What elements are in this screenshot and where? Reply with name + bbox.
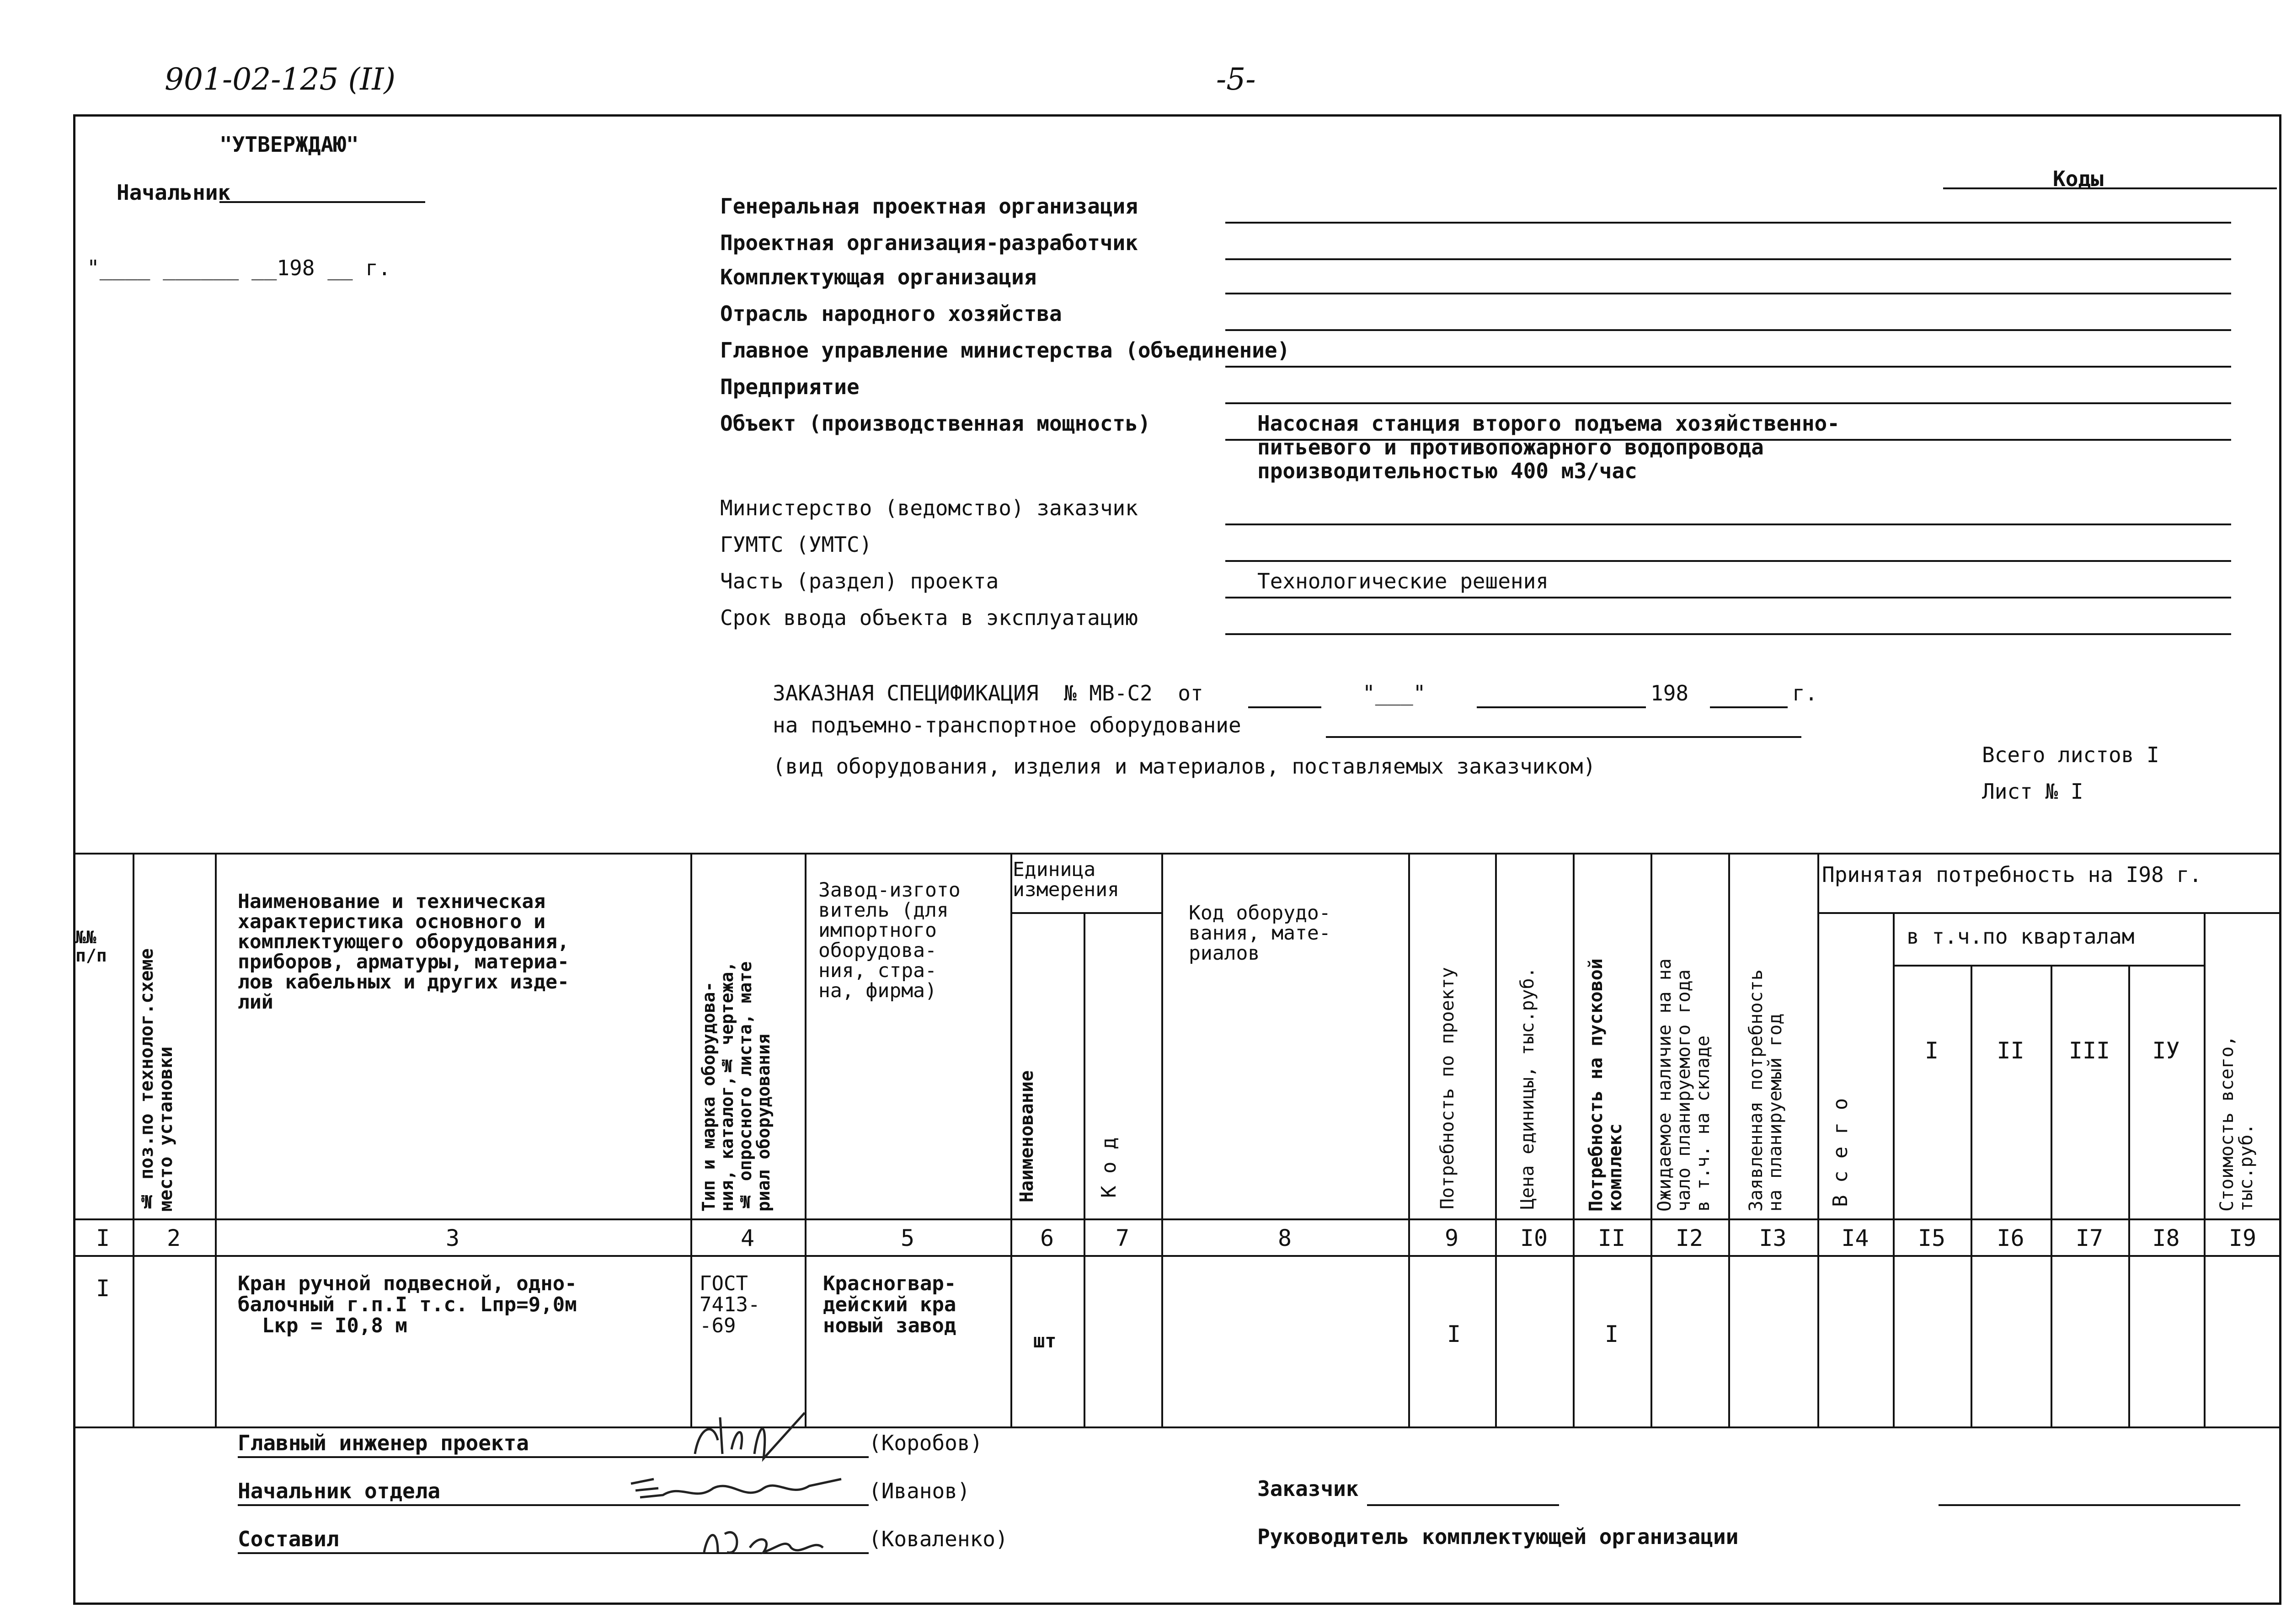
approval-stamp: "УТВЕРЖДАЮ" (219, 132, 359, 157)
org-field-line (1225, 258, 2231, 260)
codes-line (1943, 187, 2277, 189)
org-head-label: Руководитель комплектующей организации (1257, 1524, 1739, 1549)
col-header-quarters: в т.ч.по кварталам (1907, 924, 2135, 949)
table-column-divider (1893, 912, 1895, 1426)
column-number: I6 (1997, 1225, 2024, 1251)
org-field-label: Главное управление министерства (объединение) (720, 338, 1290, 363)
accepted-header-line (1817, 912, 2281, 914)
org-field-label: Объект (производственная мощность) (720, 411, 1151, 436)
table-column-divider (1971, 965, 1972, 1426)
org-field-value-line: Насосная станция второго подъема хозяйственно- (1257, 411, 1840, 436)
column-number: 5 (900, 1225, 915, 1251)
chief-engineer-label: Главный инженер проекта (238, 1431, 529, 1455)
codes-label: Коды (2053, 166, 2104, 191)
row-item-unit: шт (1033, 1330, 1057, 1352)
row-item-name: Кран ручной подвесной, одно- балочный г.п.I т.с. Lпр=9,0м Lкр = I0,8 м (238, 1272, 577, 1337)
column-number: I2 (1675, 1225, 1704, 1251)
col-header-material-code: Код оборудо- вания, мате- риалов (1189, 902, 1331, 965)
row-item-start: I (1604, 1321, 1619, 1347)
spec-date-line-3 (1710, 706, 1788, 708)
org-field-line (1225, 402, 2231, 404)
col-header-type: Тип и марка оборудова- ния, каталог,№ чертежа, № опросного листа, мате риал оборудования (699, 961, 774, 1212)
customer-label: Заказчик (1257, 1476, 1359, 1501)
approval-chief-label: Начальник (117, 180, 231, 205)
col-header-expected: Ожидаемое наличие на на чало планируемого года в т.ч. на складе (1654, 958, 1714, 1212)
org-field-line (1225, 366, 2231, 368)
col-header-q1: I (1924, 1037, 1939, 1064)
dept-head-name: (Иванов) (869, 1479, 970, 1503)
org-field-value: Технологические решения (1257, 569, 1549, 593)
sheet-number: Лист № I (1982, 779, 2083, 804)
spec-date-line-2 (1477, 706, 1646, 708)
column-number: I4 (1841, 1225, 1869, 1251)
org-field-line (1225, 329, 2231, 331)
col-header-unit-code: К о д (1097, 1137, 1121, 1198)
org-field-line (1225, 597, 2231, 598)
org-field-label: Генеральная проектная организация (720, 194, 1138, 219)
col-header-name: Наименование и техническая характеристика основного и комплектующего оборудования, приборов, арматуры, материа- лов кабельных и других изде- лий (238, 890, 569, 1014)
spec-quote: "___" (1362, 681, 1426, 705)
column-number: I (96, 1225, 110, 1251)
col-header-unit: Единица измерения (1013, 858, 1119, 901)
page-number: -5- (1216, 62, 1256, 97)
table-column-divider (1817, 853, 1819, 1426)
table-column-divider (2128, 965, 2130, 1426)
org-field-label: ГУМТС (УМТС) (720, 532, 872, 557)
col-header-start-complex: Потребность на пусковой комплекс (1586, 958, 1626, 1212)
table-column-divider (2204, 912, 2206, 1426)
quarters-header-line (1893, 965, 2204, 967)
table-column-divider (133, 853, 134, 1426)
col-header-position: № поз.по технолог.схеме место установки (136, 948, 176, 1212)
column-number: I0 (1520, 1225, 1548, 1251)
spec-year: 198 (1650, 681, 1689, 705)
document-code: 901-02-125 (II) (165, 62, 396, 97)
approval-date: "____ ______ __198 __ г. (87, 256, 391, 280)
column-numbers-bottom (73, 1255, 2281, 1257)
table-column-divider (1161, 853, 1163, 1426)
spec-note: (вид оборудования, изделия и материалов, поставляемых заказчиком) (773, 754, 1596, 779)
org-field-value-line: питьевого и противопожарного водопровода (1257, 435, 1764, 459)
org-field-line (1225, 293, 2231, 294)
col-header-accepted: Принятая потребность на I98 г. (1822, 862, 2202, 887)
dept-head-signature (626, 1465, 846, 1511)
col-header-q2: II (1997, 1037, 2024, 1064)
row-item-type: ГОСТ 7413- -69 (700, 1272, 760, 1337)
column-number: I3 (1759, 1225, 1787, 1251)
table-bottom-border (73, 1426, 2281, 1428)
column-number: I7 (2075, 1225, 2104, 1251)
column-number: I9 (2228, 1225, 2257, 1251)
customer-line-right (1939, 1504, 2240, 1506)
org-field-label: Министерство (ведомство) заказчик (720, 496, 1138, 520)
table-column-divider (215, 853, 217, 1426)
column-number: I5 (1917, 1225, 1946, 1251)
customer-line (1367, 1504, 1559, 1506)
column-number: 8 (1277, 1225, 1292, 1251)
col-header-maker: Завод-изгото витель (для импортного оборудова- ния, стра- на, фирма) (818, 879, 961, 1002)
table-column-divider (1495, 853, 1497, 1426)
spec-subtitle-line (1326, 736, 1801, 738)
column-number: 6 (1040, 1225, 1054, 1251)
column-number: 3 (445, 1225, 460, 1251)
table-column-divider (2051, 965, 2052, 1426)
column-number: 2 (166, 1225, 181, 1251)
table-column-divider (690, 853, 692, 1426)
col-header-declared: Заявленная потребность на планируемый год (1746, 969, 1786, 1212)
table-top-border (73, 853, 2281, 855)
column-number: II (1597, 1225, 1626, 1251)
approval-chief-line (219, 201, 425, 203)
spec-subtitle: на подъемно-транспортное оборудование (773, 713, 1241, 737)
spec-date-line-1 (1248, 706, 1321, 708)
table-column-divider (1728, 853, 1730, 1426)
col-header-unit-price: Цена единицы, тыс.руб. (1517, 967, 1538, 1209)
row-item-maker: Красногвар- дейский кра новый завод (823, 1272, 956, 1337)
org-field-line (1225, 633, 2231, 635)
org-field-line (1225, 560, 2231, 562)
org-field-label: Проектная организация-разработчик (720, 230, 1138, 255)
col-header-cost: Стоимость всего, тыс.руб. (2217, 1035, 2257, 1212)
total-sheets: Всего листов I (1982, 743, 2159, 767)
col-header-total: В с е г о (1829, 1098, 1852, 1207)
column-number: I8 (2152, 1225, 2180, 1251)
org-field-label: Срок ввода объекта в эксплуатацию (720, 605, 1138, 630)
table-column-divider (1408, 853, 1410, 1426)
col-header-unit-name: Наименование (1016, 1070, 1037, 1202)
column-number: 7 (1115, 1225, 1130, 1251)
compiled-label: Составил (238, 1527, 339, 1551)
col-header-q3: III (2068, 1037, 2110, 1064)
col-header-q4: IУ (2152, 1037, 2180, 1064)
compiled-signature (700, 1520, 837, 1566)
spec-number: № МВ-С2 (1063, 681, 1153, 705)
dept-head-label: Начальник отдела (238, 1479, 441, 1503)
row-item-need: I (1447, 1321, 1461, 1347)
spec-title: ЗАКАЗНАЯ СПЕЦИФИКАЦИЯ № МВ-С2 от (773, 681, 1203, 705)
col-header-number: №№ п/п (75, 927, 107, 966)
org-field-line (1225, 222, 2231, 224)
spec-g: г. (1792, 681, 1818, 705)
row-number: I (96, 1275, 110, 1302)
org-field-value-line: производительностью 400 м3/час (1257, 459, 1637, 483)
org-field-label: Предприятие (720, 374, 860, 399)
chief-engineer-name: (Коробов) (869, 1431, 983, 1455)
org-field-line (1225, 524, 2231, 525)
unit-header-line (1010, 912, 1161, 914)
column-numbers-top (73, 1218, 2281, 1220)
column-number: 4 (740, 1225, 755, 1251)
org-field-label: Комплектующая организация (720, 265, 1037, 289)
table-column-divider (1084, 912, 1085, 1426)
compiled-name: (Коваленко) (869, 1527, 1008, 1551)
column-number: 9 (1444, 1225, 1459, 1251)
org-field-label: Отрасль народного хозяйства (720, 301, 1062, 326)
table-column-divider (1650, 853, 1652, 1426)
org-field-label: Часть (раздел) проекта (720, 569, 999, 593)
col-header-project-need: Потребность по проекту (1437, 967, 1458, 1209)
table-column-divider (1010, 853, 1012, 1426)
chief-engineer-signature (686, 1408, 832, 1468)
table-column-divider (805, 853, 807, 1426)
